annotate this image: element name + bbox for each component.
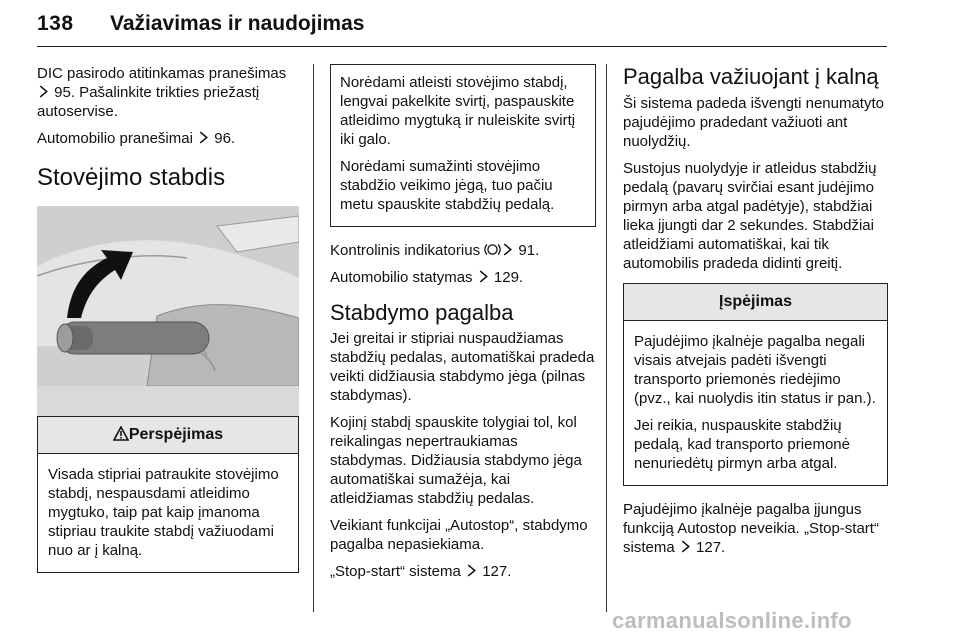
paragraph: Kontrolinis indikatorius 91.	[330, 242, 540, 259]
paragraph: Jei greitai ir stipriai nuspaudžiamas stabdžių pedalas, automatiškai pradeda veikti didžiausia stabdymo jėga (pilnas stabdymas).	[330, 330, 595, 404]
paragraph: Kojinį stabdį spauskite tolygiai tol, kol reikalingas nepertraukiamas stabdymas. Didžiausia stabdymo jėga automatiškai sumažėja, kai atleidžiamas stabdžių pedalas.	[330, 414, 582, 507]
paragraph: Automobilio statymas 129.	[330, 269, 524, 286]
info-text: Norėdami atleisti stovėjimo stabdį, lengvai pakelkite svirtį, paspauskite atleidimo mygtuką ir nuleiskite svirtį iki galo.	[340, 74, 576, 148]
section-heading: Pagalba važiuojant į kalną	[623, 64, 879, 89]
page-ref-arrow-icon	[477, 270, 490, 283]
paragraph: Veikiant funkcijai „Autostop“, stabdymo pagalba nepasiekiama.	[330, 517, 588, 553]
info-box	[330, 64, 596, 227]
caution-text: Jei reikia, nuspauskite stabdžių pedalą, kad transporto priemonė nenuriedėtų pirmyn arba atgal.	[634, 417, 850, 472]
warning-header	[38, 417, 298, 454]
page-ref-arrow-icon	[197, 131, 210, 144]
paragraph: Ši sistema padeda išvengti nenumatyto pajudėjimo pradedant važiuoti ant nuolydžių.	[623, 95, 884, 150]
caution-header: Įspėjimas	[624, 284, 887, 321]
brake-indicator-icon	[484, 242, 501, 257]
paragraph: Automobilio pranešimai 96.	[37, 130, 236, 147]
page-header	[37, 6, 887, 47]
section-heading: Stovėjimo stabdis	[37, 164, 226, 191]
page-ref-arrow-icon	[465, 564, 478, 577]
page-title: Važiavimas ir naudojimas	[110, 12, 365, 35]
column-1	[37, 64, 299, 573]
paragraph: DIC pasirodo atitinkamas pranešimas 95. Pašalinkite trikties priežastį autoservise.	[37, 65, 287, 120]
column-3	[623, 64, 888, 565]
caution-text: Pajudėjimo įkalnėje pagalba negali visais atvejais padėti išvengti transporto priemonės riedėjimo (pvz., kai nuolydis itin status ir pan.).	[634, 333, 876, 407]
column-divider	[606, 64, 607, 612]
warning-title: Perspėjimas	[128, 426, 224, 443]
warning-text: Visada stipriai patraukite stovėjimo stabdį, nespausdami atleidimo mygtuko, taip pat kaip įmanoma stipriau traukite stabdį važiuodami nuo ar į kalną.	[48, 466, 279, 559]
section-heading: Stabdymo pagalba	[330, 300, 514, 325]
column-2	[330, 64, 596, 589]
page-ref-arrow-icon	[501, 243, 514, 256]
info-text: Norėdami sumažinti stovėjimo stabdžio veikimo jėgą, tuo pačiu metu spauskite stabdžių pedalą.	[340, 158, 555, 213]
paragraph: Pajudėjimo įkalnėje pagalba įjungus funkciją Autostop neveikia. „Stop-start“ sistema 127.	[623, 501, 879, 556]
watermark: carmanualsonline.info	[612, 608, 852, 633]
warning-box	[37, 416, 299, 573]
warning-triangle-icon	[113, 426, 129, 441]
column-divider	[313, 64, 314, 612]
parking-brake-illustration	[37, 206, 299, 416]
caution-box	[623, 283, 888, 486]
page-number: 138	[37, 12, 74, 35]
page-ref-arrow-icon	[37, 85, 50, 98]
page-ref-arrow-icon	[679, 540, 692, 553]
paragraph: Sustojus nuolydyje ir atleidus stabdžių pedalą (pavarų svirčiai esant judėjimo pirmyn arba atgal padėtyje), stabdžiai lieka įjungti dar 2 sekundes. Stabdžiai atleidžiami automatiškai, kai tik automobilis pradeda didinti greitį.	[623, 160, 877, 272]
paragraph: „Stop-start“ sistema 127.	[330, 563, 512, 580]
